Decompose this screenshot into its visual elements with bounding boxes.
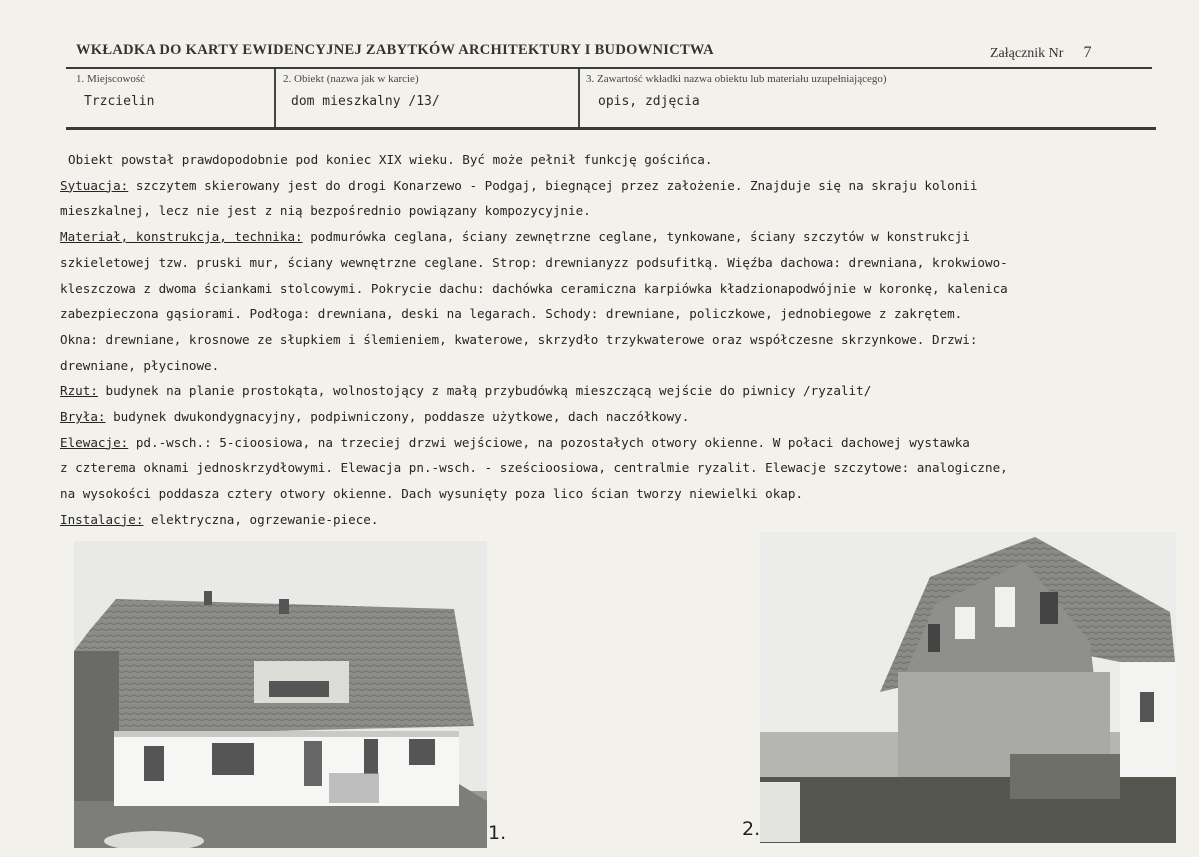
situation-line-2: mieszkalnej, lecz nie jest z nią bezpośrednio powiązany kompozycyjnie.: [60, 203, 591, 219]
field-label-object: 2. Obiekt (nazwa jak w karcie): [283, 73, 419, 85]
material-line: [60, 224, 1150, 250]
field-divider: [578, 69, 580, 127]
material-label: Materiał, konstrukcja, technika:: [60, 229, 303, 245]
elevation-line-2: z czterema oknami jednoskrzydłowymi. Elewacja pn.-wsch. - sześcioosiowa, centralmie ryzalit. Elewacje szczytowe: analogiczne,: [60, 460, 1008, 476]
plan-label: Rzut:: [60, 383, 98, 399]
plan-line: [60, 378, 1150, 404]
installation-label: Instalacje:: [60, 511, 144, 527]
material-line-5: Okna: drewniane, krosnowe ze słupkiem i ślemieniem, kwaterowe, skrzydło trzykwaterowe oraz współczesne skrzynkowe. Drzwi:: [60, 331, 978, 347]
description-text: [60, 147, 1150, 533]
material-line-2: szkieletowej tzw. pruski mur, ściany wewnętrzne ceglane. Strop: drewnianyzz podsufitką. Więźba dachowa: drewniana, krokwiowo-: [60, 254, 1008, 270]
material-line-4: zabezpieczona gąsiorami. Podłoga: drewniana, deski na legarach. Schody: drewniane, policzkowe, jednobiegowe z zakrętem.: [60, 306, 963, 322]
house-gable-photo: [760, 532, 1176, 843]
situation-line: [60, 173, 1150, 199]
photo-1-caption: 1.: [488, 822, 507, 844]
annex-label: [990, 44, 1091, 62]
situation-label: Sytuacja:: [60, 177, 129, 193]
plan-text: budynek na planie prostokąta, wolnostojący z małą przybudówką mieszczącą wejście do piwnicy /ryzalit/: [97, 383, 872, 399]
field-value-locality: Trzcielin: [84, 94, 155, 109]
mass-text: budynek dwukondygnacyjny, podpiwniczony, poddasze użytkowe, dach naczółkowy.: [105, 409, 690, 425]
photo-2-caption: 2.: [742, 818, 761, 840]
field-value-content: opis, zdjęcia: [598, 94, 700, 109]
situation-text: szczytem skierowany jest do drogi Konarzewo - Podgaj, biegnącej przez założenie. Znajduje się na skraju kolonii: [128, 177, 978, 193]
field-value-object: dom mieszkalny /13/: [291, 94, 440, 109]
mass-line: [60, 404, 1150, 430]
field-label-content: 3. Zawartość wkładki nazwa obiektu lub materiału uzupełniającego): [586, 73, 887, 85]
field-label-locality: 1. Miejscowość: [76, 73, 146, 85]
annex-label-text: Załącznik Nr: [990, 46, 1064, 61]
house-front-illustration: [74, 541, 487, 848]
elevation-line: [60, 430, 1150, 456]
elevation-text: pd.-wsch.: 5-cioosiowa, na trzeciej drzwi wejściowe, na pozostałych otwory okienne. W połaci dachowej wystawka: [128, 434, 970, 450]
document-title: WKŁADKA DO KARTY EWIDENCYJNEJ ZABYTKÓW ARCHITEKTURY I BUDOWNICTWA: [76, 42, 714, 58]
house-gable-illustration: [760, 532, 1176, 843]
installation-line: [60, 507, 1150, 533]
material-line-6: drewniane, płycinowe.: [60, 357, 220, 373]
fields-rule: [66, 127, 1156, 130]
field-divider: [274, 69, 276, 127]
elevation-line-3: na wysokości poddasza cztery otwory okienne. Dach wysunięty poza lico ścian tworzy niewielki okap.: [60, 486, 804, 502]
material-line-3: kleszczowa z dwoma ściankami stolcowymi. Pokrycie dachu: dachówka ceramiczna karpiówka kładzionapodwójnie w koronkę, kalenica: [60, 280, 1008, 296]
header-rule: [66, 67, 1152, 69]
material-text: podmurówka ceglana, ściany zewnętrzne ceglane, tynkowane, ściany szczytów w konstrukcji: [302, 229, 970, 245]
installation-text: elektryczna, ogrzewanie-piece.: [143, 511, 379, 527]
annex-number: 7: [1083, 44, 1092, 61]
intro-line: Obiekt powstał prawdopodobnie pod koniec XIX wieku. Być może pełnił funkcję gościńca.: [68, 152, 713, 167]
elevation-label: Elewacje:: [60, 434, 129, 450]
mass-label: Bryła:: [60, 409, 106, 425]
house-front-photo: [74, 541, 487, 848]
